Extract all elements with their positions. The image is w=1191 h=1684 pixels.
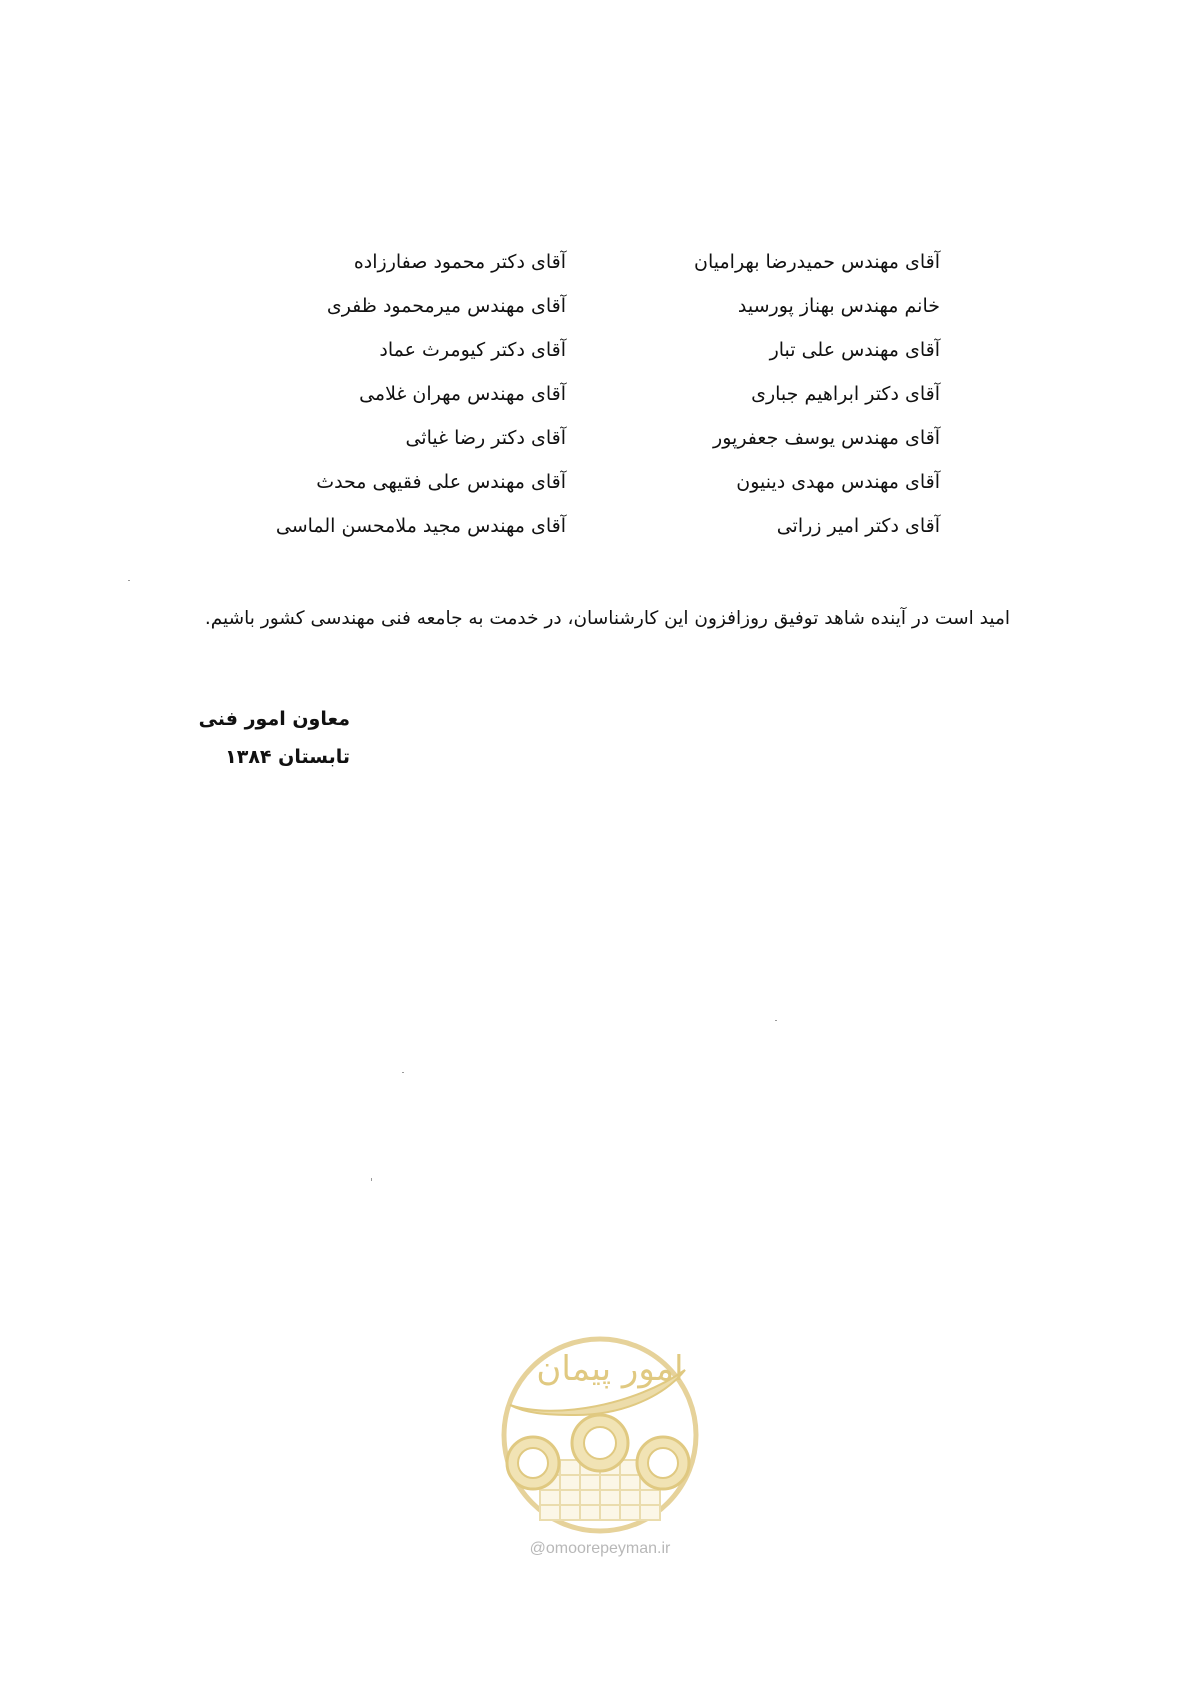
watermark-logo-text: امور پیمان (536, 1349, 684, 1389)
scan-speck (371, 1178, 372, 1181)
name-entry: آقای دکتر کیومرث عماد (379, 339, 566, 361)
name-entry: آقای مهندس مهران غلامی (359, 383, 566, 405)
omoorepeyman-seal-icon (485, 1335, 715, 1535)
names-list-left (240, 240, 566, 548)
names-list-right (640, 240, 940, 548)
name-entry: خانم مهندس بهناز پورسید (737, 295, 940, 317)
name-entry: آقای مهندس مهدی دینیون (736, 471, 940, 493)
name-entry: آقای دکتر محمود صفارزاده (353, 251, 566, 273)
name-entry: آقای مهندس یوسف جعفرپور (713, 427, 940, 449)
scan-speck (775, 1020, 777, 1021)
signature-title: معاون امور فنی (198, 708, 350, 730)
watermark-url: @omoorepeyman.ir (529, 1540, 671, 1557)
name-entry: آقای مهندس علی فقیهی محدث (316, 471, 566, 493)
name-entry: آقای مهندس حمیدرضا بهرامیان (694, 251, 940, 273)
signature-date: تابستان ۱۳۸۴ (225, 746, 350, 768)
name-entry: آقای دکتر امیر زراتی (776, 515, 940, 537)
name-entry: آقای مهندس مجید ملامحسن الماسی (275, 515, 566, 537)
scan-speck (402, 1072, 404, 1073)
scan-speck (128, 580, 130, 581)
signature-block (160, 700, 350, 776)
watermark-logo (485, 1335, 715, 1605)
closing-paragraph: امید است در آینده شاهد توفیق روزافزون این کارشناسان، در خدمت به جامعه فنی مهندسی کشور باشیم. (204, 608, 1010, 629)
name-entry: آقای دکتر رضا غیاثی (405, 427, 566, 449)
name-entry: آقای مهندس میرمحمود ظفری (326, 295, 566, 317)
name-entry: آقای مهندس علی تبار (769, 339, 940, 361)
name-entry: آقای دکتر ابراهیم جباری (751, 383, 940, 405)
